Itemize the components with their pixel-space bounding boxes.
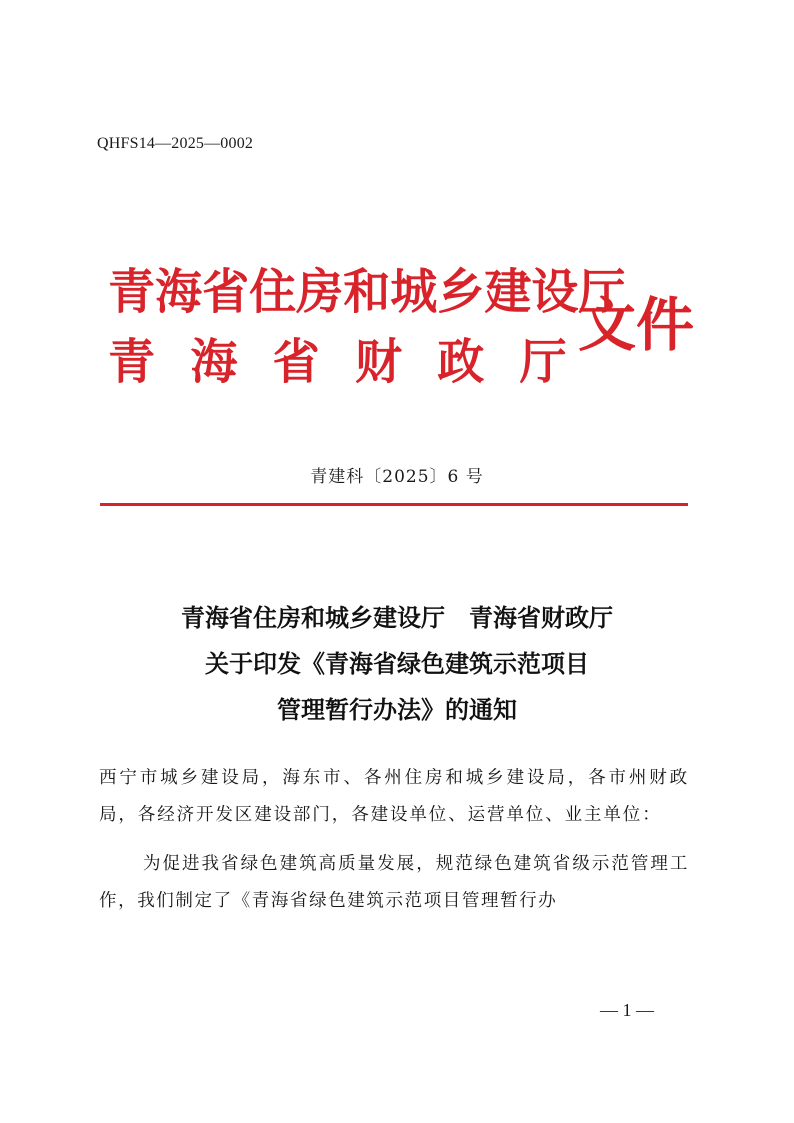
red-divider bbox=[100, 503, 688, 506]
document-body bbox=[99, 760, 689, 919]
document-code: QHFS14—2025—0002 bbox=[97, 135, 254, 152]
page-number: — 1 — bbox=[600, 1000, 654, 1020]
title-line: 关于印发《青海省绿色建筑示范项目 bbox=[205, 649, 589, 678]
issuer-line-finance: 青海省财政厅 bbox=[108, 334, 602, 390]
document-title bbox=[0, 595, 794, 733]
document-number: 青建科〔2025〕6 号 bbox=[310, 467, 484, 487]
body-paragraph: 为促进我省绿色建筑高质量发展，规范绿色建筑省级示范管理工作，我们制定了《青海省绿色建筑示范项目管理暂行办 bbox=[99, 854, 689, 911]
red-header bbox=[108, 262, 698, 412]
issuer-line-housing: 青海省住房和城乡建设厅 bbox=[108, 264, 626, 320]
title-line: 管理暂行办法》的通知 bbox=[277, 695, 517, 724]
addressee: 西宁市城乡建设局，海东市、各州住房和城乡建设局，各市州财政局，各经济开发区建设部门，各建设单位、运营单位、业主单位： bbox=[99, 768, 689, 825]
document-suffix: 文件 bbox=[578, 291, 695, 359]
title-line: 青海省住房和城乡建设厅 青海省财政厅 bbox=[181, 603, 613, 632]
